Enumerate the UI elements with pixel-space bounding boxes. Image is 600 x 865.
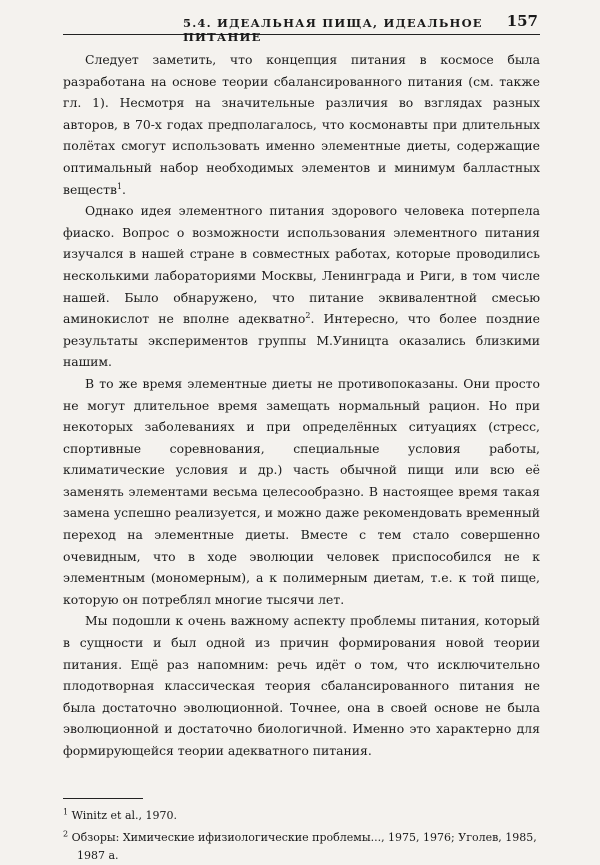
paragraph-1: [63, 49, 540, 200]
footnote-2: [63, 829, 540, 865]
paragraph-tail: . Интересно, что более поздние результаты экспериментов группы М.Уиницта оказались близкими нашим.: [63, 311, 540, 370]
paragraph-text: Однако идея элементного питания здорового человека потерпела фиаско. Вопрос о возможности использования элементного питания изучался в нашей стране в совместных работах, которые проводились несколькими лабораториями Москвы, Ленинграда и Риги, в том числе нашей. Было обнаружено, что питание эквивалентной смесью аминокислот не вполне адекватно: [63, 203, 540, 327]
footnote-number: 2: [63, 828, 69, 838]
paragraph-4: [63, 610, 540, 761]
footnote-divider: [63, 798, 143, 799]
footnote-text: Winitz et al., 1970.: [71, 808, 178, 822]
paragraph-text: Следует заметить, что концепция питания в космосе была разработана на основе теории сбалансированного питания (см. также гл. 1). Несмотря на значительные различия во взглядах разных авторов, в 70-х годах предполагалось, что космонавты при длительных полётах смогут использовать именно элементные диеты, содержащие оптимальный набор необходимых элементов и минимум балластных веществ: [63, 52, 540, 197]
page-number: 157: [506, 12, 538, 30]
paragraph-text: В то же время элементные диеты не противопоказаны. Они просто не могут длительное время замещать нормальный рацион. Но при некоторых заболеваниях и при определённых ситуациях (стресс, спортивные соревнования, специальные условия работы, климатические условия и др.) часть обычной пищи или всю её заменять элементами весьма целесообразно. В настоящее время такая замена успешно реализуется, и можно даже рекомендовать временный переход на элементные диеты. Вместе с тем стало совершенно очевидным, что в ходе эволюции человек приспособился не к элементным (мономерным), а к полимерным диетам, т.е. к той пище, которую он потреблял многие тысячи лет.: [63, 375, 540, 607]
footnote-ref-2: 2: [305, 311, 311, 320]
paragraph-2: [63, 200, 540, 373]
body-text: [63, 49, 540, 762]
footnote-text: Обзоры: Химические ифизиологические проблемы..., 1975, 1976; Уголев, 1985, 1987 а.: [71, 830, 537, 862]
running-title: 5.4. ИДЕАЛЬНАЯ ПИЩА, ИДЕАЛЬНОЕ ПИТАНИЕ: [183, 16, 483, 44]
running-head: [63, 8, 540, 44]
paragraph-tail: .: [122, 181, 126, 197]
paragraph-3: [63, 373, 540, 611]
footnote-ref-1: 1: [116, 181, 123, 191]
paragraph-text: Мы подошли к очень важному аспекту проблемы питания, который в сущности и был одной из причин формирования новой теории питания. Ещё раз напомним: речь идёт о том, что исключительно плодотворная классическая теория сбалансированного питания не была достаточно эволюционной. Точнее, она в своей основе не была эволюционной и достаточно биологичной. Именно это характерно для формирующейся теории адекватного питания.: [63, 613, 540, 758]
footnote-number: 1: [63, 806, 69, 816]
footnote-1: [63, 807, 540, 825]
